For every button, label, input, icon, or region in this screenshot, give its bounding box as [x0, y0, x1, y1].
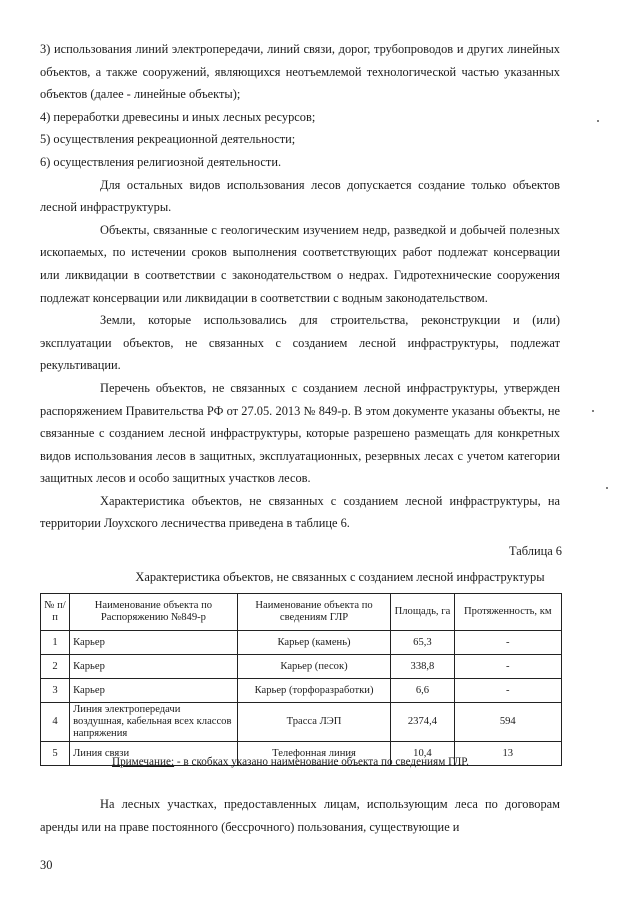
- cell-num: 3: [41, 679, 70, 703]
- paragraph-item-6: 6) осуществления религиозной деятельности.: [40, 154, 282, 169]
- cell-length: 594: [454, 703, 561, 742]
- table-row: [41, 703, 562, 742]
- scan-speck: [597, 120, 599, 122]
- cell-name-glr: Карьер (камень): [237, 631, 391, 655]
- paragraph-item-3: 3) использования линий электропередачи, линий связи, дорог, трубопроводов и других линейных объектов, а также сооружений, являющихся неотъемлемой технологической частью указанных объектов (далее - линейные объекты);: [40, 42, 560, 102]
- header-num: № п/п: [41, 594, 70, 631]
- cell-area: 6,6: [391, 679, 454, 703]
- cell-name-849: Карьер: [70, 655, 238, 679]
- cell-length: 13: [454, 742, 561, 766]
- cell-name-glr: Трасса ЛЭП: [237, 703, 391, 742]
- table-row: [41, 679, 562, 703]
- cell-length: -: [454, 655, 561, 679]
- paragraph-geology: Объекты, связанные с геологическим изучением недр, разведкой и добычей полезных ископаемых, по истечении сроков выполнения соответствующих работ подлежат консервации или ликвидации в соответствии с законодательством о недрах. Гидротехнические сооружения подлежат консервации или ликвидации в соответствии с водным законодательством.: [40, 222, 560, 305]
- page-number: 30: [40, 858, 53, 872]
- scan-speck: [606, 487, 608, 489]
- header-name-849: Наименование объекта по Распоряжению №849-р: [70, 594, 238, 631]
- note-text: - в скобках указано наименование объекта по сведениям ГЛР.: [174, 756, 469, 768]
- cell-num: 2: [41, 655, 70, 679]
- paragraph-list: Перечень объектов, не связанных с созданием лесной инфраструктуры, утвержден распоряжением Правительства РФ от 27.05. 2013 № 849-р. В этом документе указаны объекты, не связанные с созданием лесной инфраструктуры, которые разрешено размещать для конкретных видов использования лесов в защитных, эксплуатационных, резервных лесах с учетом категории защитных лесов и особо защитных участков лесов.: [40, 380, 560, 486]
- paragraph-other-uses: Для остальных видов использования лесов допускается создание только объектов лесной инфраструктуры.: [40, 177, 560, 215]
- table-header-row: [41, 594, 562, 631]
- cell-area: 2374,4: [391, 703, 454, 742]
- paragraph-recultivation: Земли, которые использовались для строительства, реконструкции и (или) эксплуатации объектов, не связанных с созданием лесной инфраструктуры, подлежат рекультивации.: [40, 313, 560, 373]
- table-label: Таблица 6: [509, 544, 562, 558]
- cell-num: 5: [41, 742, 70, 766]
- paragraph-item-5: 5) осуществления рекреационной деятельности;: [40, 132, 296, 147]
- cell-name-glr: Телефонная линия: [237, 742, 391, 766]
- note-label: Примечание:: [112, 756, 175, 768]
- objects-table: [40, 593, 562, 766]
- cell-name-849: Карьер: [70, 679, 238, 703]
- body-text-top: [40, 38, 560, 535]
- cell-length: -: [454, 679, 561, 703]
- cell-name-glr: Карьер (торфоразработки): [237, 679, 391, 703]
- cell-name-849: Карьер: [70, 631, 238, 655]
- scan-speck: [592, 410, 594, 412]
- header-name-glr: Наименование объекта по сведениям ГЛР: [237, 594, 391, 631]
- table-caption: Характеристика объектов, не связанных с созданием лесной инфраструктуры: [135, 570, 545, 584]
- table-row: [41, 631, 562, 655]
- cell-name-glr: Карьер (песок): [237, 655, 391, 679]
- cell-name-849: Линия связи: [70, 742, 238, 766]
- cell-area: 65,3: [391, 631, 454, 655]
- cell-name-849: Линия электропередачи воздушная, кабельная всех классов напряжения: [70, 703, 238, 742]
- cell-num: 4: [41, 703, 70, 742]
- paragraph-item-4: 4) переработки древесины и иных лесных ресурсов;: [40, 109, 316, 124]
- paragraph-leased-plots: На лесных участках, предоставленных лицам, использующим леса по договорам аренды или на праве постоянного (бессрочного) пользования, существующие и: [40, 797, 560, 834]
- header-length: Протяженность, км: [454, 594, 561, 631]
- table-row: [41, 655, 562, 679]
- paragraph-table-intro: Характеристика объектов, не связанных с созданием лесной инфраструктуры, на территории Лоухского лесничества приведена в таблице 6.: [40, 493, 560, 531]
- header-area: Площадь, га: [391, 594, 454, 631]
- table-note: [112, 756, 469, 768]
- cell-length: -: [454, 631, 561, 655]
- cell-num: 1: [41, 631, 70, 655]
- cell-area: 338,8: [391, 655, 454, 679]
- body-text-bottom: [40, 793, 560, 838]
- cell-area: 10,4: [391, 742, 454, 766]
